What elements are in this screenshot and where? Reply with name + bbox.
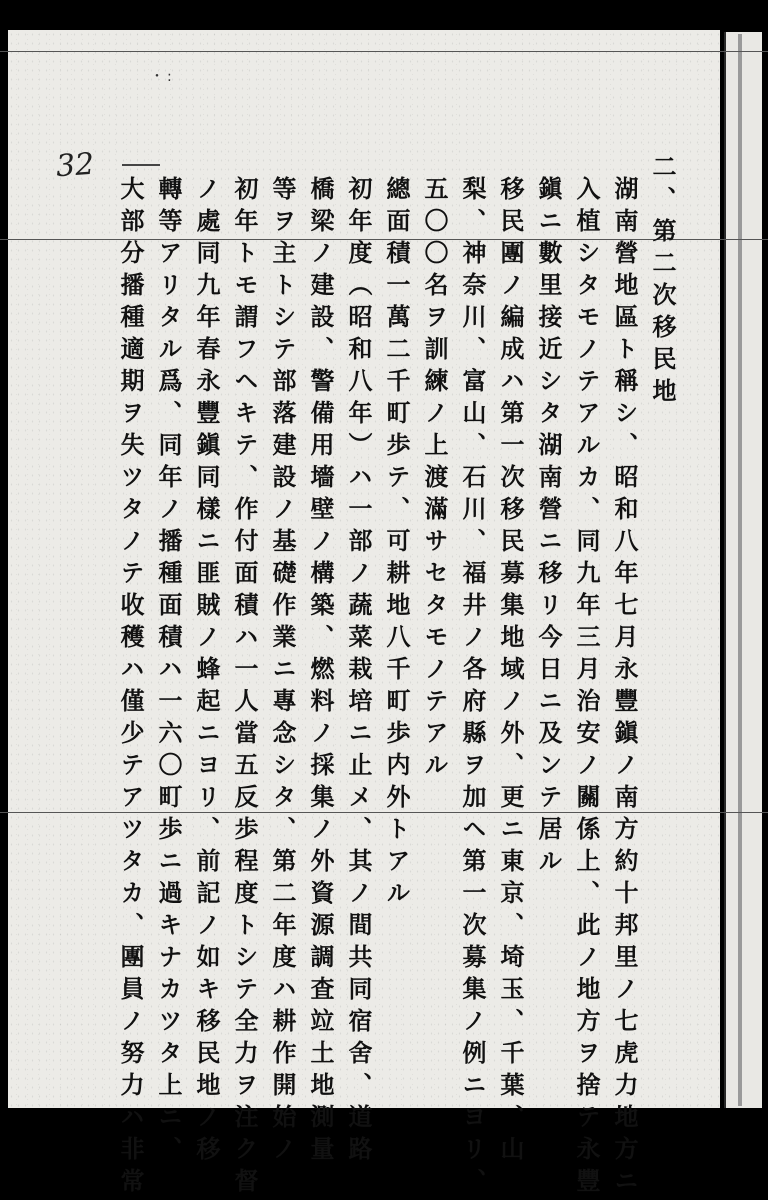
text-column: 移民團ノ編成ハ第一次移民募集地域ノ外、更ニ東京、埼玉、千葉、山 bbox=[496, 176, 525, 1168]
text-column: 等ヲ主トシテ部落建設ノ基礎作業ニ專念シタ、第二年度ハ耕作開始ノ bbox=[268, 176, 297, 1168]
text-column: 橋梁ノ建設、警備用墻壁ノ構築、燃料ノ採集ノ外資源調査竝土地測量 bbox=[306, 176, 335, 1168]
text-column: 鎭ニ數里接近シタ湖南營ニ移リ今日ニ及ンテ居ル bbox=[534, 176, 563, 880]
text-column: 湖南營地區ト稱シ、昭和八年七月永豐鎭ノ南方約十邦里ノ七虎力地方ニ bbox=[610, 176, 639, 1200]
page-edge-shadow bbox=[738, 34, 742, 1106]
text-column: 初年トモ謂フヘキテ、作付面積ハ一人當五反歩程度トシテ全力ヲ注ク督 bbox=[230, 176, 259, 1200]
scan-line-top bbox=[0, 51, 768, 52]
text-column: 梨、神奈川、富山、石川、福井ノ各府縣ヲ加ヘ第一次募集ノ例ニヨリ、 bbox=[458, 176, 487, 1200]
text-column: 初年度（昭和八年）ハ一部ノ蔬菜栽培ニ止メ、其ノ間共同宿舍、道路 bbox=[344, 176, 373, 1168]
text-column: 大部分播種適期ヲ失ツタノテ收穫ハ僅少テアツタカ、團員ノ努力ハ非常 bbox=[116, 176, 145, 1200]
text-column: 轉等アリタル爲、同年ノ播種面積ハ一六〇町歩ニ過キナカツタ上ニ、 bbox=[154, 176, 183, 1168]
page-number: 32 bbox=[54, 146, 96, 185]
vertical-text-body bbox=[100, 148, 677, 1200]
text-column: 入植シタモノテアルカ、同九年三月治安ノ關係上、此ノ地方ヲ捨テ永豐 bbox=[572, 176, 601, 1200]
text-column: 五〇〇名ヲ訓練ノ上渡滿サセタモノテアル bbox=[420, 176, 449, 784]
ink-specks: ・: bbox=[150, 69, 175, 85]
text-column: 總面積一萬二千町歩テ、可耕地八千町歩内外トアル bbox=[382, 176, 411, 912]
page-edge bbox=[724, 32, 762, 1108]
section-heading: 二、第二次移民地 bbox=[648, 154, 677, 410]
text-column: ノ處同九年春永豐鎭同樣ニ匪賊ノ蜂起ニヨリ、前記ノ如キ移民地ノ移 bbox=[192, 176, 221, 1168]
